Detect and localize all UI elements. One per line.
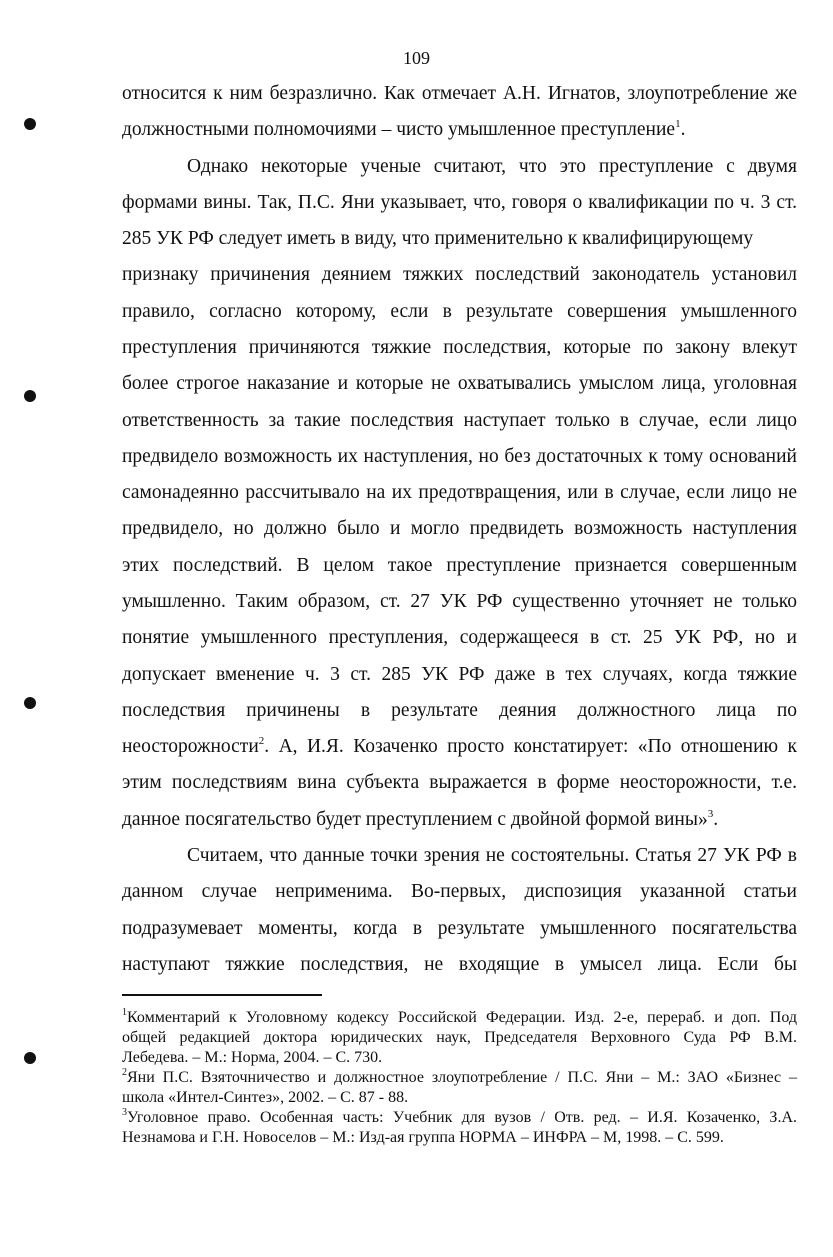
- text-line: самонадеянно рассчитывало на их предотвращения, или в случае, если лицо не: [122, 482, 797, 503]
- footnote-separator: [122, 994, 322, 996]
- binder-hole-mark: [24, 118, 36, 130]
- footnote-line: $^2$Яни П.С. Взяточничество и должностное злоупотребление / П.С. Яни – М.: ЗАО «Бизнес –: [122, 1067, 797, 1086]
- binder-hole-mark: [24, 697, 36, 709]
- footnote-line: школа «Интел-Синтез», 2002. – С. 87 - 88.: [122, 1089, 409, 1106]
- text-line: подразумевает моменты, когда в результате умышленного посягательства: [122, 918, 797, 939]
- text-line: должностными полномочиями – чисто умышленное преступление$^1$.: [122, 118, 686, 140]
- text-line: предвидело, но должно было и могло предвидеть возможность наступления: [122, 518, 797, 539]
- footnote-line: Незнамова и Г.Н. Новоселов – М.: Изд-ая группа НОРМА – ИНФРА – М, 1998. – С. 599.: [122, 1129, 724, 1146]
- text-line: признаку причинения деянием тяжких последствий законодатель установил: [122, 264, 797, 285]
- footnote-ref: 1: [675, 118, 681, 130]
- text-line: допускает вменение ч. 3 ст. 285 УК РФ даже в тех случаях, когда тяжкие: [122, 664, 797, 685]
- text-line: наступают тяжкие последствия, не входящие в умысел лица. Если бы: [122, 954, 797, 975]
- binder-hole-mark: [24, 1052, 36, 1064]
- footnote-ref: 2: [258, 735, 265, 747]
- footnote-ref: 3: [707, 808, 714, 820]
- text-line: этих последствий. В целом такое преступление признается совершенным: [122, 555, 797, 576]
- page-number: 109: [403, 48, 430, 68]
- text-line: 285 УК РФ следует иметь в виду, что применительно к квалифицирующему: [122, 228, 754, 249]
- text-line: ответственность за такие последствия наступает только в случае, если лицо: [122, 410, 797, 431]
- footnote-line: $^3$Уголовное право. Особенная часть: Учебник для вузов / Отв. ред. – И.Я. Козаченко, З.А.: [122, 1107, 797, 1126]
- text-line: последствия причинены в результате деяния должностного лица по: [122, 700, 797, 721]
- text-line: Однако некоторые ученые считают, что это преступление с двумя: [187, 156, 797, 177]
- text-line: неосторожности$^2$. А, И.Я. Козаченко просто констатирует: «По отношению к: [122, 735, 797, 757]
- text-line: этим последствиям вина субъекта выражается в форме неосторожности, т.е.: [122, 772, 797, 793]
- footnote-line: Лебедева. – М.: Норма, 2004. – С. 730.: [122, 1049, 383, 1066]
- text-line: умышленно. Таким образом, ст. 27 УК РФ существенно уточняет не только: [122, 591, 797, 612]
- binder-hole-mark: [24, 390, 36, 402]
- text-line: данное посягательство будет преступлением с двойной формой вины»$^3$.: [122, 808, 719, 830]
- text-line: Считаем, что данные точки зрения не состоятельны. Статья 27 УК РФ в: [187, 845, 797, 866]
- text-line: правило, согласно которому, если в результате совершения умышленного: [122, 301, 797, 322]
- text-line: относится к ним безразлично. Как отмечает А.Н. Игнатов, злоупотребление же: [122, 83, 797, 104]
- text-line: предвидело возможность их наступления, но без достаточных к тому оснований: [122, 446, 797, 467]
- text-line: формами вины. Так, П.С. Яни указывает, что, говоря о квалификации по ч. 3 ст.: [122, 192, 797, 213]
- text-line: более строгое наказание и которые не охватывались умыслом лица, уголовная: [122, 373, 797, 394]
- footnote-line: $^1$Комментарий к Уголовному кодексу Российской Федерации. Изд. 2-е, перераб. и доп. Под: [122, 1007, 797, 1026]
- text-line: понятие умышленного преступления, содержащееся в ст. 25 УК РФ, но и: [122, 627, 797, 648]
- text-line: преступления причиняются тяжкие последствия, которые по закону влекут: [122, 337, 797, 358]
- text-line: данном случае неприменима. Во-первых, диспозиция указанной статьи: [122, 881, 797, 902]
- footnote-line: общей редакцией доктора юридических наук, Председателя Верховного Суда РФ В.М.: [122, 1029, 797, 1046]
